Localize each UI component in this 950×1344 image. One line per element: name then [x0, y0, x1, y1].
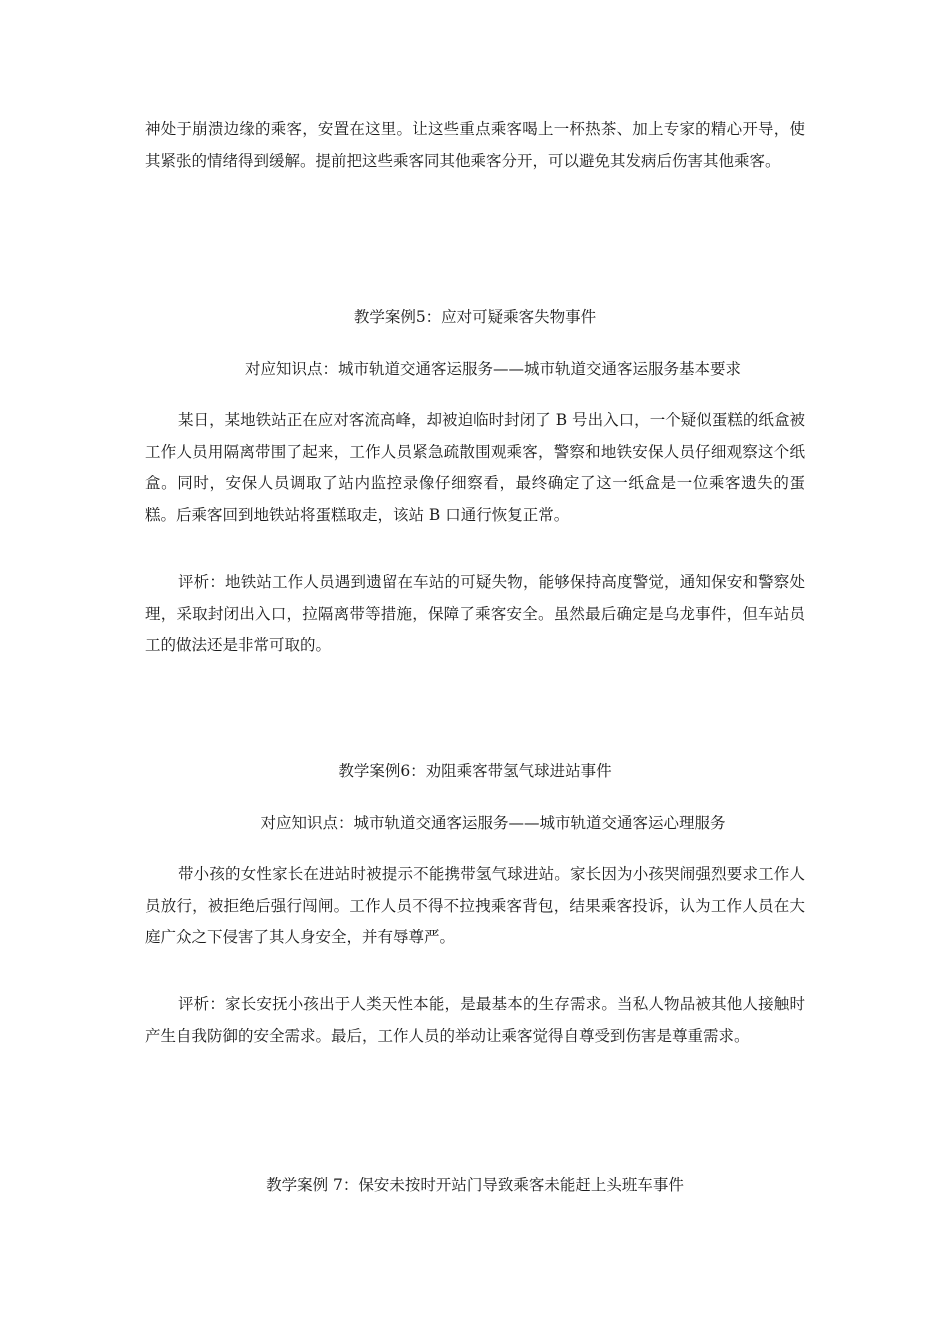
case5-knowledge-point: 对应知识点：城市轨道交通客运服务——城市轨道交通客运服务基本要求: [244, 360, 741, 378]
case5-title: 教学案例5：应对可疑乘客失物事件: [353, 308, 597, 326]
intro-paragraph: 神处于崩溃边缘的乘客，安置在这里。让这些重点乘客喝上一杯热茶、加上专家的精心开导，使其紧张的情绪得到缓解。提前把这些乘客同其他乘客分开，可以避免其发病后伤害其他乘客。: [145, 120, 805, 170]
case5-story-paragraph: 某日，某地铁站正在应对客流高峰，却被迫临时封闭了 B 号出入口，一个疑似蛋糕的纸盒被工作人员用隔离带围了起来，工作人员紧急疏散围观乘客，警察和地铁安保人员仔细观察这个纸盒。同时，安保人员调取了站内监控录像仔细察看，最终确定了这一纸盒是一位乘客遗失的蛋糕。后乘客回到地铁站将蛋糕取走，该站 B 口通行恢复正常。: [145, 411, 805, 524]
case6-title: 教学案例6：劝阻乘客带氢气球进站事件: [338, 762, 612, 780]
case6-knowledge-point: 对应知识点：城市轨道交通客运服务——城市轨道交通客运心理服务: [260, 814, 726, 832]
case5-analysis-paragraph: 评析：地铁站工作人员遇到遗留在车站的可疑失物，能够保持高度警觉，通知保安和警察处理，采取封闭出入口，拉隔离带等措施，保障了乘客安全。虽然最后确定是乌龙事件，但车站员工的做法还是非常可取的。: [145, 573, 805, 654]
case7-title: 教学案例 7：保安未按时开站门导致乘客未能赶上头班车事件: [266, 1176, 684, 1194]
case6-story-paragraph: 带小孩的女性家长在进站时被提示不能携带氢气球进站。家长因为小孩哭闹强烈要求工作人员放行，被拒绝后强行闯闸。工作人员不得不拉拽乘客背包，结果乘客投诉，认为工作人员在大庭广众之下侵害了其人身安全，并有辱尊严。: [145, 865, 805, 946]
case6-analysis-paragraph: 评析：家长安抚小孩出于人类天性本能，是最基本的生存需求。当私人物品被其他人接触时产生自我防御的安全需求。最后，工作人员的举动让乘客觉得自尊受到伤害是尊重需求。: [145, 995, 805, 1045]
